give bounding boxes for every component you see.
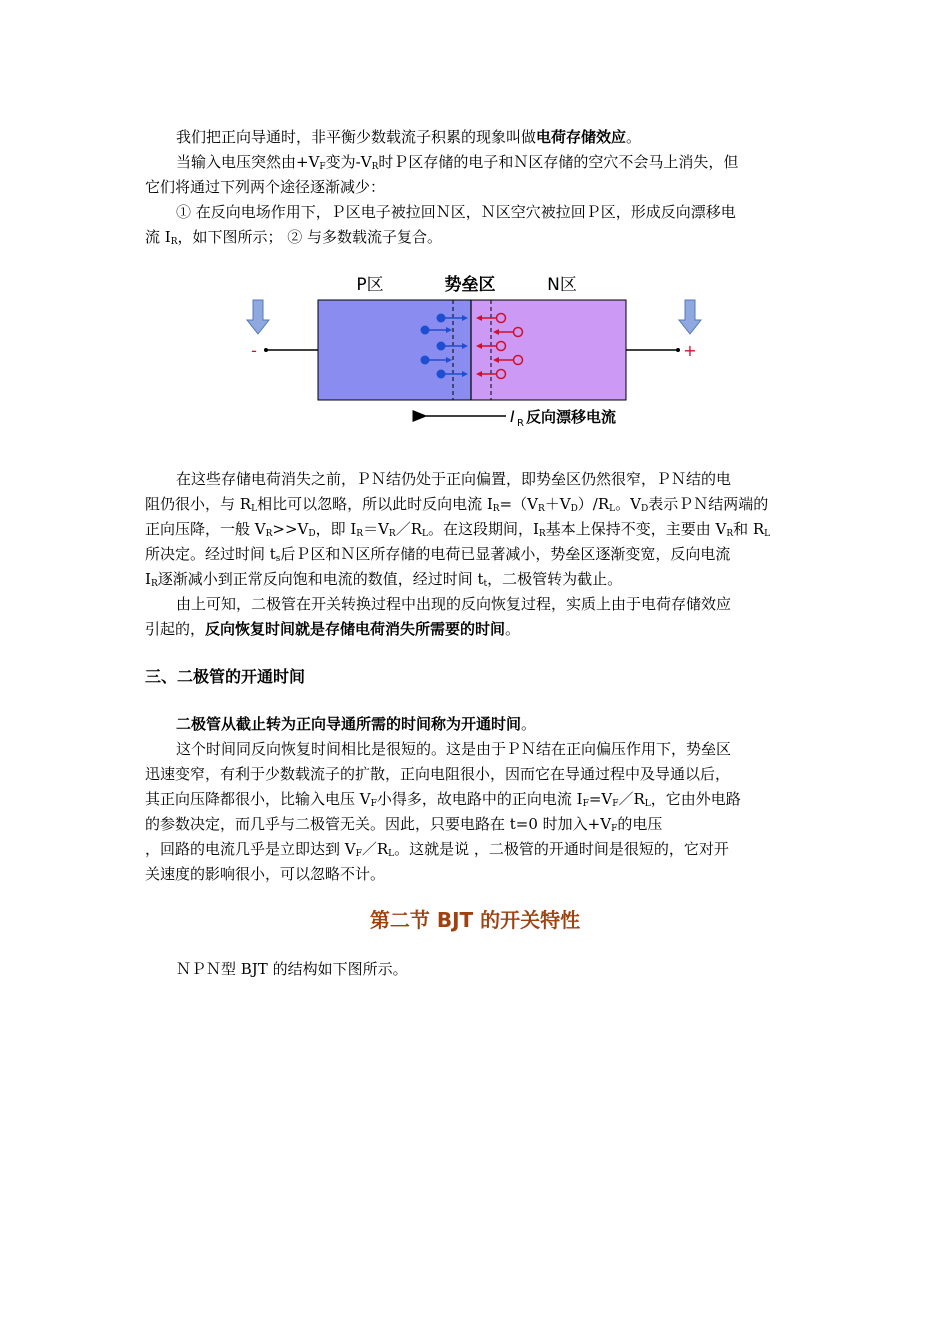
label-p-region: P区 bbox=[356, 275, 384, 295]
left-down-arrow-icon bbox=[247, 300, 269, 334]
paragraph-input-voltage-line2: 它们将通过下列两个途径逐渐减少： bbox=[145, 178, 386, 196]
paragraph-conclusion-line1: 由上可知，二极管在开关转换过程中出现的反向恢复过程，实质上由于电荷存储效应 bbox=[176, 595, 732, 613]
section-heading-turn-on-time: 三、二极管的开通时间 bbox=[145, 667, 306, 686]
paragraph-paths-line1: ① 在反向电场作用下，Ｐ区电子被拉回Ｎ区，Ｎ区空穴被拉回Ｐ区，形成反向漂移电 bbox=[176, 203, 736, 221]
paragraph-turn-on-line3: 其正向压降都很小，比输入电压 $V_F$小得多，故电路中的正向电流 $I_F=V_F/R_L$，它由外电路 bbox=[145, 790, 741, 809]
label-barrier-region: 势垒区 bbox=[444, 275, 496, 295]
paragraph-turn-on-line1: 这个时间同反向恢复时间相比是很短的。这是由于ＰＮ结在正向偏压作用下，势垒区 bbox=[176, 740, 732, 758]
paragraph-before-vanish-line1: 在这些存储电荷消失之前，ＰＮ结仍处于正向偏置，即势垒区仍然很窄，ＰＮ结的电 bbox=[176, 470, 732, 488]
term-charge-storage-effect: 电荷存储效应 bbox=[536, 128, 627, 146]
paragraph-turn-on-line6: 关速度的影响很小，可以忽略不计。 bbox=[145, 865, 386, 883]
paragraph-storage-effect: 我们把正向导通时，非平衡少数载流子积累的现象叫做电荷存储效应。 bbox=[176, 128, 642, 146]
paragraph-paths-line2: 流 $I_R$，如下图所示； ② 与多数载流子复合。 bbox=[145, 228, 443, 247]
paragraph-before-vanish-line4: 所决定。经过时间 $t_s$后Ｐ区和Ｎ区所存储的电荷已显著减小，势垒区逐渐变宽，反向电流 bbox=[145, 545, 731, 564]
paragraph-turn-on-line2: 迅速变窄，有利于少数载流子的扩散，正向电阻很小，因而它在导通过程中及导通以后， bbox=[145, 765, 731, 783]
current-symbol: I bbox=[510, 407, 515, 426]
paragraph-turn-on-line5: ，回路的电流几乎是立即达到 $V_F/R_L$。这就是说 ，二极管的开通时间是很短的，它对开 bbox=[145, 840, 729, 859]
chapter-heading-bjt: 第二节 BJT 的开关特性 bbox=[369, 908, 581, 932]
paragraph-npn-structure: ＮＰＮ型 BJT 的结构如下图所示。 bbox=[176, 960, 408, 978]
paragraph-before-vanish-line2: 阻仍很小，与 $R_L$相比可以忽略，所以此时反向电流 $I_R=(V_R+V_D)/R_L$。$V_D$表示ＰＮ结两端的 bbox=[145, 495, 769, 514]
n-region bbox=[471, 300, 626, 400]
label-n-region: N区 bbox=[547, 275, 577, 295]
right-down-arrow-icon bbox=[679, 300, 701, 334]
minus-terminal: - bbox=[251, 341, 257, 360]
term-reverse-recovery-time: 反向恢复时间就是存储电荷消失所需要的时间 bbox=[205, 620, 506, 638]
paragraph-conclusion-line2: 引起的，反向恢复时间就是存储电荷消失所需要的时间。 bbox=[145, 620, 521, 638]
paragraph-turn-on-line4: 的参数决定，而几乎与二极管无关。因此，只要电路在 t=0 时加入$+V_F$的电压 bbox=[145, 815, 663, 834]
paragraph-input-voltage-line1: 当输入电压突然由$+V_F$变为$-V_R$时Ｐ区存储的电子和Ｎ区存储的空穴不会马上消失，但 bbox=[176, 153, 739, 172]
plus-terminal: + bbox=[683, 341, 697, 360]
pn-junction-diagram bbox=[240, 268, 720, 438]
current-subscript: R bbox=[517, 418, 524, 429]
term-turn-on-time: 二极管从截止转为正向导通所需的时间称为开通时间 bbox=[176, 715, 522, 733]
p-region bbox=[318, 300, 471, 400]
paragraph-turn-on-definition: 二极管从截止转为正向导通所需的时间称为开通时间。 bbox=[176, 715, 537, 733]
paragraph-before-vanish-line5: $I_R$逐渐减小到正常反向饱和电流的数值，经过时间 $t_t$，二极管转为截止。 bbox=[145, 570, 623, 589]
pn-junction-svg bbox=[240, 268, 720, 438]
paragraph-before-vanish-line3: 正向压降，一般 $V_R>>V_D$，即 $I_R=V_R/R_L$。在这段期间，$I_R$基本上保持不变，主要由 $V_R$和 $R_L$ bbox=[145, 520, 771, 539]
current-label: 反向漂移电流 bbox=[526, 408, 617, 426]
